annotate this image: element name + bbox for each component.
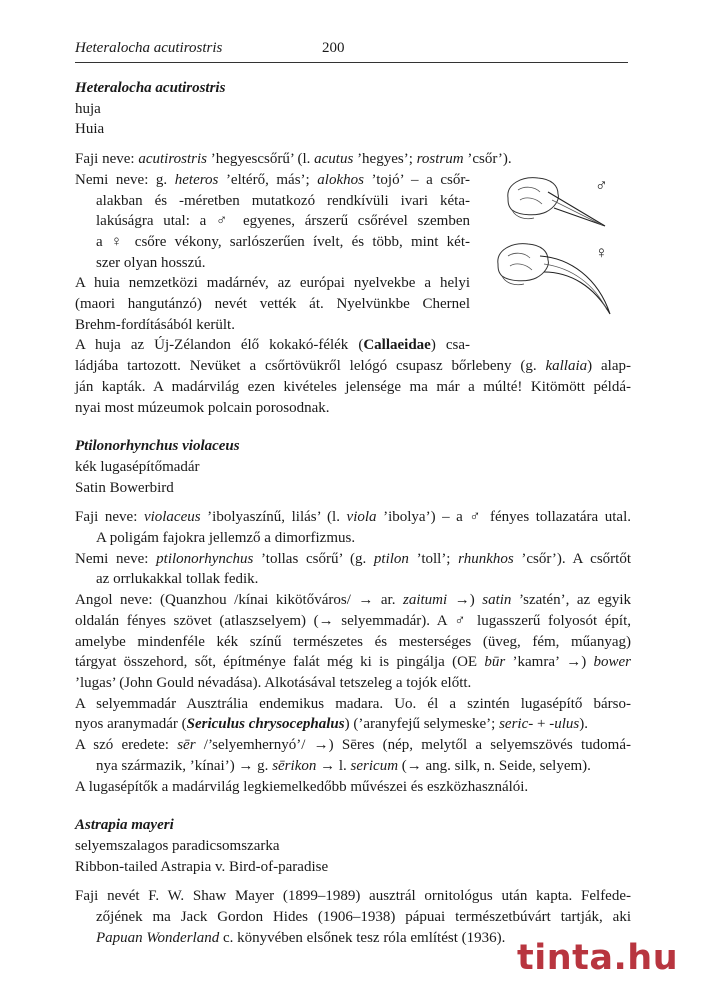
hungarian-name: kék lugasépítőmadár — [75, 458, 200, 475]
international-name-paragraph: A huia nemzetközi madárnév, az európai nyelvekbe a helyi — [75, 275, 470, 292]
entry-title: Astrapia mayeri — [75, 817, 174, 834]
species-name-paragraph: Faji neve: violaceus ’ibolyaszínű, lilás’ (l. viola ’ibolya’) – a ♂ fényes tollazatára utal. — [75, 509, 631, 526]
running-head-title: Heteralocha acutirostris — [75, 40, 223, 56]
male-symbol: ♂ — [595, 176, 608, 195]
header-rule — [75, 62, 628, 63]
genus-name-paragraph: Nemi neve: g. heteros ’eltérő, más’; alokhos ’tojó’ – a csőr- alakban és -méretben mutatkozó rendkívüli ivari kéta- lakúságra utal: a ♂ egyenes, árszerű csőrével szemben a ♀ csőre vékony, sarlószerűen ívelt, és több, mint két- szer olyan hosszú. A huia nemzetközi madárnév, az európai nyelvekbe a helyi (maori hangutánzó) nevét vették át. Nyelvünkbe Chernel Brehm-fordításából került. A huja az Új-Zélandon élő kokakó-félék (Callaeidae) csa- — [75, 171, 471, 354]
entry-ptilonorhynchus: Ptilonorhynchus violaceus kék lugasépítőmadár Satin Bowerbird Faji neve: violaceus ’ibolyaszínű, lilás’ (l. viola ’ibolya’) – a ♂ fényes tollazatára utal. A poligám fajokra jellemző a dimorfizmus. Nemi neve: ptilonorhynchus ’tollas csőrű’ (g. ptilon ’toll’; rhunkhos ’csőr’). A csőrtőt az orrlukakkal tollak fedik. Angol neve: (Quanzhou /kínai kikötőváros/ → ar. zaitumi →) satin ’szatén’, az egyik oldalán fényes szövet (atlaszselyem) (→ selyemmadár). A ♂ lugasszerű folyosót épít, amelybe mindenféle kék színű természetes és mesterséges (üveg, fém, műanyag) tárgyat összehord, sőt, építménye falát még ki is pingálja (OE būr ’kamra’ →) bower ’lugas’ (John Gould névadása). Alkotásával tetszeleg a tojók előtt. A selyemmadár Ausztrália endemikus madara. Uo. él a szintén lugasépítő bárso- nyos aranymadár (Sericulus chrysocephalus) (’aranyfejű selymeske’; seric- + -ulus). A szó eredete: sēr /’selyemhernyó’/ →) Sēres (nép, melytől a selyemszövés tudomá- nya származik, ’kínai’) → g. sērikon → l. sericum (→ ang. silk, n. Seide, selyem). A lugasépítők a madárvilág legkiemelkedőbb művészei és eszközhasználói. — [75, 436, 631, 797]
species-name-paragraph: Faji nevét F. W. Shaw Mayer (1899–1989) ausztrál ornitológus után kapta. Felfede- — [75, 888, 631, 905]
entry-title: Ptilonorhynchus violaceus — [75, 438, 240, 455]
entry-heteralocha: Heteralocha acutirostris huja Huia Faji neve: acutirostris ’hegyescsőrű’ (l. acutus ’hegyes’; rostrum ’csőr’). Nemi neve: g. heteros ’eltérő, más’; alokhos ’tojó’ – a csőr- alakban és -méretben mutatkozó rendkívüli ivari kéta- lakúságra utal: a ♂ egyenes, árszerű csőrével szemben a ♀ csőre vékony, sarlószerűen ívelt, és több, mint két- szer olyan hosszú. A huia nemzetközi madárnév, az európai nyelvekbe a helyi (maori hangutánzó) nevét vették át. Nyelvünkbe Chernel Brehm-fordításából került. A huja az Új-Zélandon élő kokakó-félék (Callaeidae) csa- ládjába tartozott. Nevüket a csőrtövükről lelógó csupasz bőrlebeny (g. kallaia) alap- ján kapták. A madárvilág ezen kivételes jelensége ma már a múlté! Kitömött példá- nyai most múzeumok polcain porosodnak. — [75, 80, 631, 416]
page-number: 200 — [322, 40, 345, 56]
female-symbol: ♀ — [595, 243, 608, 262]
english-name: Ribbon-tailed Astrapia v. Bird-of-paradise — [75, 858, 329, 875]
endemic-paragraph: A selyemmadár Ausztrália endemikus madara. Uo. él a szintén lugasépítő bárso- — [75, 695, 631, 712]
entry-astrapia: Astrapia mayeri selyemszalagos paradicsomszarka Ribbon-tailed Astrapia v. Bird-of-paradise Faji nevét F. W. Shaw Mayer (1899–1989) ausztrál ornitológus után kapta. Felfede- zőjének ma Jack Gordon Hides (1906–1938) pápuai természetbúvárt tartják, aki Papuan Wonderland c. könyvében elsőnek tesz róla említést (1936). — [75, 817, 631, 946]
genus-name-paragraph: Nemi neve: ptilonorhynchus ’tollas csőrű’ (g. ptilon ’toll’; rhunkhos ’csőr’). A csőrtőt — [75, 550, 632, 567]
english-name: Huia — [75, 121, 105, 138]
etymology-paragraph: A szó eredete: sēr /’selyemhernyó’/ →) Sēres (nép, melytől a selyemszövés tudomá- — [75, 737, 631, 754]
closing-paragraph: A lugasépítők a madárvilág legkiemelkedőbb művészei és eszközhasználói. — [75, 778, 529, 795]
species-name-paragraph: Faji neve: acutirostris ’hegyescsőrű’ (l. acutus ’hegyes’; rostrum ’csőr’). — [75, 151, 512, 168]
hungarian-name: huja — [75, 100, 101, 117]
english-name: Satin Bowerbird — [75, 479, 174, 496]
english-name-paragraph: Angol neve: (Quanzhou /kínai kikötőváros/ → ar. zaitumi →) satin ’szatén’, az egyik — [75, 592, 632, 609]
hungarian-name: selyemszalagos paradicsomszarka — [75, 837, 280, 854]
publisher-watermark: tinta.hu — [517, 938, 679, 978]
family-paragraph: ládjába tartozott. Nevüket a csőrtövükről lelógó csupasz bőrlebeny (g. kallaia) alap- — [75, 358, 631, 375]
running-head — [75, 40, 628, 62]
entry-title: Heteralocha acutirostris — [75, 80, 226, 96]
male-huia-skull-drawing — [490, 170, 610, 240]
